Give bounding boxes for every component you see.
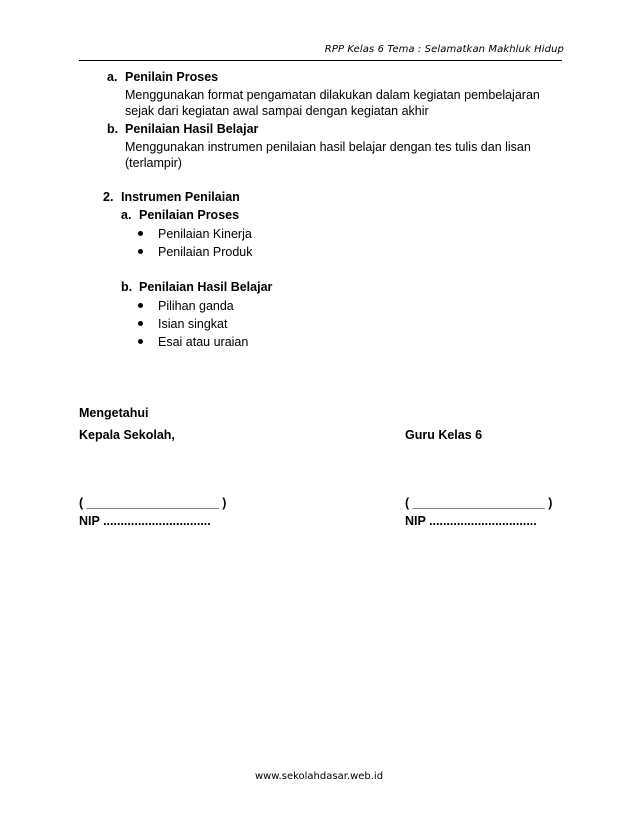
item-a-line-1: Menggunakan format pengamatan dilakukan dalam kegiatan pembelajaran [125, 88, 540, 102]
item-a-title: Penilain Proses [125, 70, 219, 84]
signature-name-left: ( ___________________ ) [79, 496, 227, 510]
signature-name-right: ( ___________________ ) [405, 496, 553, 510]
page-footer: www.sekolahdasar.web.id [254, 771, 384, 782]
item-a-line-2: sejak dari kegiatan awal sampai dengan kegiatan akhir [125, 104, 429, 118]
item-b-label: b. [107, 122, 119, 136]
guru-kelas-label: Guru Kelas 6 [405, 428, 483, 442]
bullet-icon [138, 339, 143, 344]
section-2-title: Instrumen Penilaian [121, 190, 240, 204]
bullet-icon [138, 231, 143, 236]
mengetahui-label: Mengetahui [79, 406, 149, 420]
instrumen-b-title: Penilaian Hasil Belajar [139, 280, 273, 294]
instrumen-a-title: Penilaian Proses [139, 208, 240, 222]
item-b-line-2: (terlampir) [125, 156, 182, 170]
section-2-number: 2. [103, 190, 114, 204]
bullet-icon [138, 321, 143, 326]
document-page: RPP Kelas 6 Tema : Selamatkan Makhluk Hidup a. Penilain Proses Menggunakan format pengamatan dilakukan dalam kegiatan pembelajaran sejak dari kegiatan awal sampai dengan kegiatan akhir b. Penilaian Hasil Belajar Menggunakan instrumen penilaian hasil belajar dengan tes tulis dan lisan (terlampir) 2. Instrumen Penilaian a. Penilaian Proses Penilaian Kinerja Penilaian Produk b. Penilaian Hasil Belajar Pilihan ganda Isian singkat Esai atau uraian Mengetahui Kepala Sekolah, Guru Kelas 6 ( ___________________ ) ( ___________________ ) NIP ............................... NIP ............................... www.sekolahdasar.web.id [0, 0, 638, 826]
header-rule [79, 60, 562, 61]
page-header: RPP Kelas 6 Tema : Selamatkan Makhluk Hidup [324, 44, 564, 55]
item-a-label: a. [107, 70, 118, 84]
bullet-icon [138, 303, 143, 308]
instrumen-a-label: a. [121, 208, 132, 222]
item-b-title: Penilaian Hasil Belajar [125, 122, 259, 136]
nip-right: NIP ............................... [405, 514, 537, 528]
nip-left: NIP ............................... [79, 514, 211, 528]
bullet-icon [138, 249, 143, 254]
kepala-sekolah-label: Kepala Sekolah, [79, 428, 175, 442]
instrumen-b-label: b. [121, 280, 133, 294]
item-b-line-1: Menggunakan instrumen penilaian hasil belajar dengan tes tulis dan lisan [125, 140, 531, 154]
